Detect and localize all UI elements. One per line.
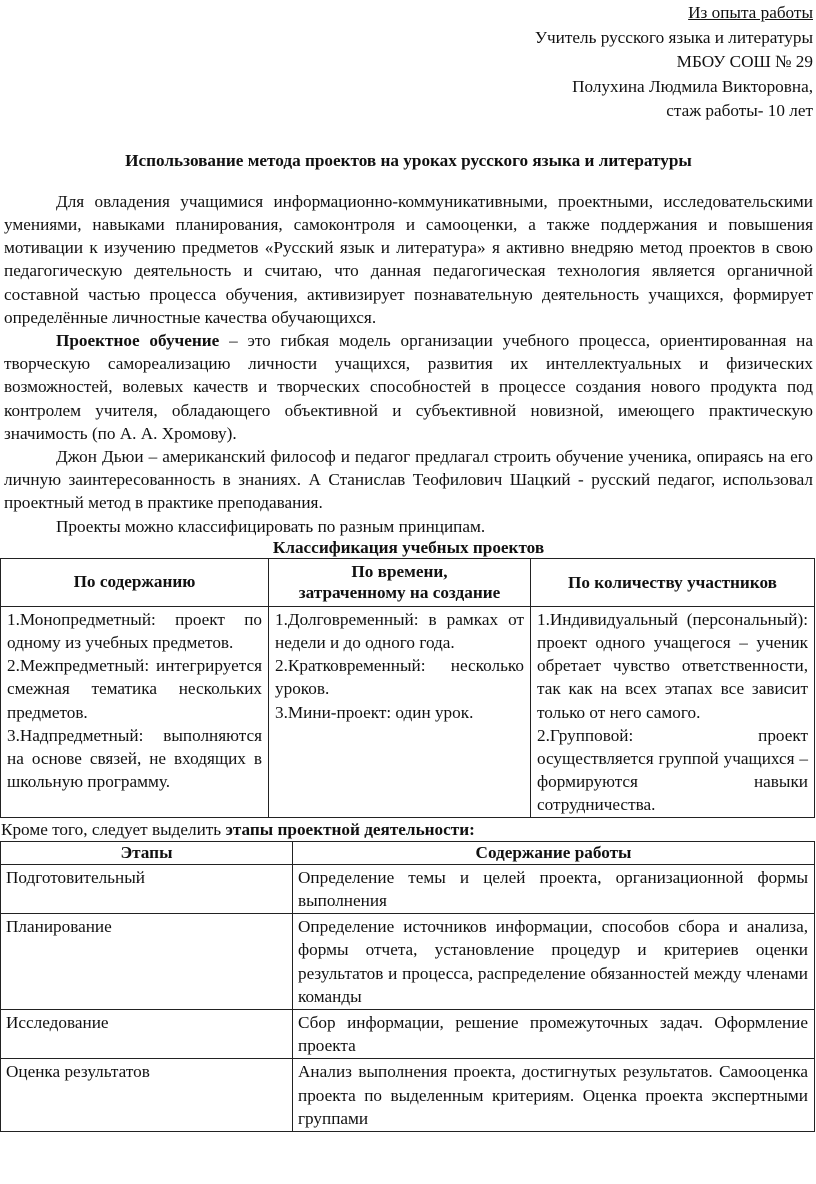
paragraph-intro: Для овладения учащимися информационно-коммуникативными, проектными, исследовательскими умениями, навыками планирования, самоконтроля и самооценки, а также поддержания и повышения мотивации к изучению предметов «Русский язык и литература» я активно внедряю метод проектов в свою педагогическую деятельность и считаю, что данная педагогическая технология является органичной составной частью процесса обучения, активизирует познавательную деятельность учащихся, формирует определённые личностные качества обучающихся. (4, 191, 813, 327)
stage-name: Планирование (1, 914, 293, 1010)
cell-by-content (1, 606, 269, 817)
list-item: 3.Надпредметный: выполняются на основе связей, не входящих в школьную программу. (7, 725, 262, 792)
classification-caption: Классификация учебных проектов (272, 537, 545, 557)
list-item: 1.Монопредметный: проект по одному из учебных предметов. (7, 609, 262, 652)
table-row (1, 914, 815, 1010)
stage-content: Определение темы и целей проекта, организационной формы выполнения (293, 864, 815, 913)
stage-content: Определение источников информации, способов сбора и анализа, формы отчета, установление процедур и критериев оценки результатов и процесса, распределение обязанностей между членами команды (293, 914, 815, 1010)
table-row (1, 864, 815, 913)
stage-content: Сбор информации, решение промежуточных задач. Оформление проекта (293, 1010, 815, 1059)
header-experience-years: стаж работы- 10 лет (666, 101, 813, 120)
list-item: 1.Индивидуальный (персональный): проект одного учащегося – ученик обретает чувство ответственности, так как на всех этапах все зависит только от него самого. (537, 609, 808, 722)
stage-name: Оценка результатов (1, 1059, 293, 1132)
paragraph-history: Джон Дьюи – американский философ и педагог предлагал строить обучение ученика, опираясь на его личную заинтересованность в знаниях. А Станислав Теофилович Шацкий - русский педагог, использовал проектный метод в практике преподавания. (4, 446, 813, 513)
header-by-time-line1: По времени, (351, 562, 448, 582)
list-item: 2.Кратковременный: несколько уроков. (275, 656, 524, 699)
term-project-learning: Проектное обучение (56, 330, 220, 350)
table-row (1, 1059, 815, 1132)
header-by-time (269, 558, 531, 606)
header-stages: Этапы (1, 841, 293, 864)
list-item: 3.Мини-проект: один урок. (275, 702, 474, 722)
header-school-line: МБОУ СОШ № 29 (676, 52, 813, 71)
stage-name: Подготовительный (1, 864, 293, 913)
stage-content: Анализ выполнения проекта, достигнутых результатов. Самооценка проекта по выделенным критериям. Оценка проекта экспертными группами (293, 1059, 815, 1132)
classification-body-row (1, 606, 815, 817)
stages-table (0, 841, 815, 1132)
header-experience-line: Из опыта работы (688, 3, 813, 22)
stages-intro-text: Кроме того, следует выделить (1, 819, 226, 839)
header-by-participants: По количеству участников (531, 558, 815, 606)
stages-intro (1, 818, 813, 841)
header-by-time-line2: затраченному на создание (298, 583, 501, 603)
header-author-name: Полухина Людмила Викторовна, (572, 76, 813, 96)
header-by-content: По содержанию (1, 558, 269, 606)
paragraph-definition (4, 329, 813, 445)
list-item: 1.Долговременный: в рамках от недели и до одного года. (275, 609, 524, 652)
stages-intro-bold: этапы проектной деятельности: (225, 819, 475, 839)
paragraph-classification-intro: Проекты можно классифицировать по разным принципам. (56, 516, 486, 536)
list-item: 2.Межпредметный: интегрируется смежная тематика нескольких предметов. (7, 656, 262, 722)
list-item: 2.Групповой: проект осуществляется группой учащихся – формируются навыки сотрудничества. (537, 725, 808, 815)
document-title: Использование метода проектов на уроках русского языка и литературы (125, 150, 692, 170)
definition-text: – это гибкая модель организации учебного процесса, ориентированная на творческую самореализацию личности учащихся, развития их интеллектуальных и физических возможностей, волевых качеств и творческих способностей в процессе создания нового продукта под контролем учителя, обладающего объективной и субъективной новизной, имеющего практическую значимость (по А. А. Хромову). (4, 330, 813, 443)
stage-name: Исследование (1, 1010, 293, 1059)
classification-header-row (1, 558, 815, 606)
classification-table (0, 558, 815, 818)
stages-header-row (1, 841, 815, 864)
table-row (1, 1010, 815, 1059)
header-work-content: Содержание работы (293, 841, 815, 864)
cell-by-time (269, 606, 531, 817)
author-header (4, 1, 813, 124)
header-position-line: Учитель русского языка и литературы (534, 27, 813, 47)
cell-by-participants (531, 606, 815, 817)
